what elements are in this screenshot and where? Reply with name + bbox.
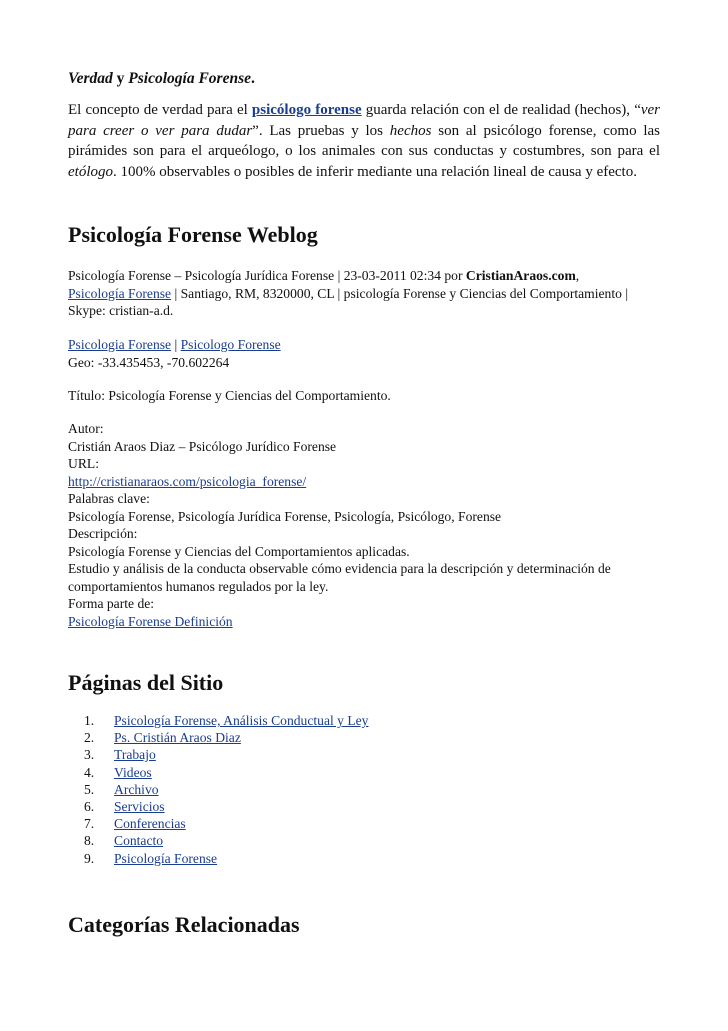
paginas-title: Páginas del Sitio: [68, 670, 224, 695]
page-link-analisis[interactable]: Psicología Forense, Análisis Conductual y Ley: [114, 713, 369, 728]
autor-label: Autor:: [68, 421, 104, 436]
geo-coordinates: Geo: -33.435453, -70.602264: [68, 354, 230, 370]
description-label: Descripción:: [68, 526, 138, 541]
psicologia-forense-tag-link[interactable]: Psicologia Forense: [68, 337, 172, 352]
page-link-trabajo[interactable]: Trabajo: [114, 747, 156, 763]
keywords-value: Psicología Forense, Psicología Jurídica Forense, Psicología, Psicólogo, Forense: [68, 508, 502, 524]
page-link-cristian[interactable]: Ps. Cristián Araos Diaz: [114, 730, 241, 746]
list-item: 7. Conferencias: [84, 816, 186, 832]
page-link-conferencias[interactable]: Conferencias: [114, 816, 186, 832]
psicologia-forense-link[interactable]: Psicología Forense: [68, 285, 172, 301]
page-link-videos[interactable]: Videos: [114, 764, 152, 780]
list-item: 1. Psicología Forense, Análisis Conductual y Ley: [84, 713, 369, 728]
page-link-archivo[interactable]: Archivo: [114, 781, 159, 797]
intro-paragraph: El concepto de verdad para el psicólogo forense guarda relación con el de realidad (hechos), “ver para creer o ver para dudar”. Las pruebas y los hechos son al psicólogo forense, como las pirámides son para el arqueólogo, o los animales con sus conductas y costumbres, son para el etólogo. 100% observables o posibles de inferir mediante una relación lineal de causa y efecto.: [68, 102, 661, 180]
description-value-2: Estudio y análisis de la conducta observable cómo evidencia para la descripción y determinación de comportamientos humanos regulados por la ley.: [68, 561, 611, 594]
list-item: 2. Ps. Cristián Araos Diaz: [84, 730, 241, 746]
post-details: [68, 420, 668, 630]
blog-meta: Psicología Forense – Psicología Jurídica Forense | 23-03-2011 02:34 por CristianAraos.com, Psicología Forense | Santiago, RM, 8320000, CL | psicología Forense y Ciencias del Comportamiento | Skype: cristian-a.d.: [68, 268, 629, 318]
page-link-servicios[interactable]: Servicios: [114, 799, 165, 815]
keywords-label: Palabras clave:: [68, 491, 150, 506]
page-link-contacto[interactable]: Contacto: [114, 833, 164, 849]
author-name: CristianAraos.com: [465, 268, 576, 283]
description-value-1: Psicología Forense y Ciencias del Comportamientos aplicadas.: [68, 543, 410, 559]
list-item: 9. Psicología Forense: [84, 850, 218, 866]
list-item: 3. Trabajo: [84, 747, 156, 763]
url-label: URL:: [68, 456, 99, 471]
page-link-psicologia-forense[interactable]: Psicología Forense: [114, 850, 218, 866]
forma-parte-label: Forma parte de:: [68, 596, 155, 611]
list-item: 5. Archivo: [84, 781, 159, 797]
list-item: 8. Contacto: [84, 833, 164, 849]
categorias-title: Categorías Relacionadas: [68, 912, 300, 937]
related-links: Psicologia Forense | Psicologo Forense Geo: -33.435453, -70.602264: [68, 337, 281, 370]
pages-list: [68, 712, 368, 867]
definicion-link[interactable]: Psicología Forense Definición: [68, 613, 233, 629]
intro-title: Verdad y Psicología Forense.: [68, 70, 255, 87]
psicologo-forense-tag-link[interactable]: Psicologo Forense: [180, 337, 281, 352]
autor-value: Cristián Araos Diaz – Psicólogo Jurídico Forense: [68, 438, 337, 454]
list-item: 4. Videos: [84, 764, 152, 780]
list-item: 6. Servicios: [84, 799, 165, 815]
post-title-line: Título: Psicología Forense y Ciencias del Comportamiento.: [68, 388, 391, 403]
psicologo-forense-link[interactable]: psicólogo forense: [251, 102, 362, 118]
blog-title: Psicología Forense Weblog: [68, 222, 318, 247]
url-link[interactable]: http://cristianaraos.com/psicologia_forense/: [68, 473, 307, 489]
